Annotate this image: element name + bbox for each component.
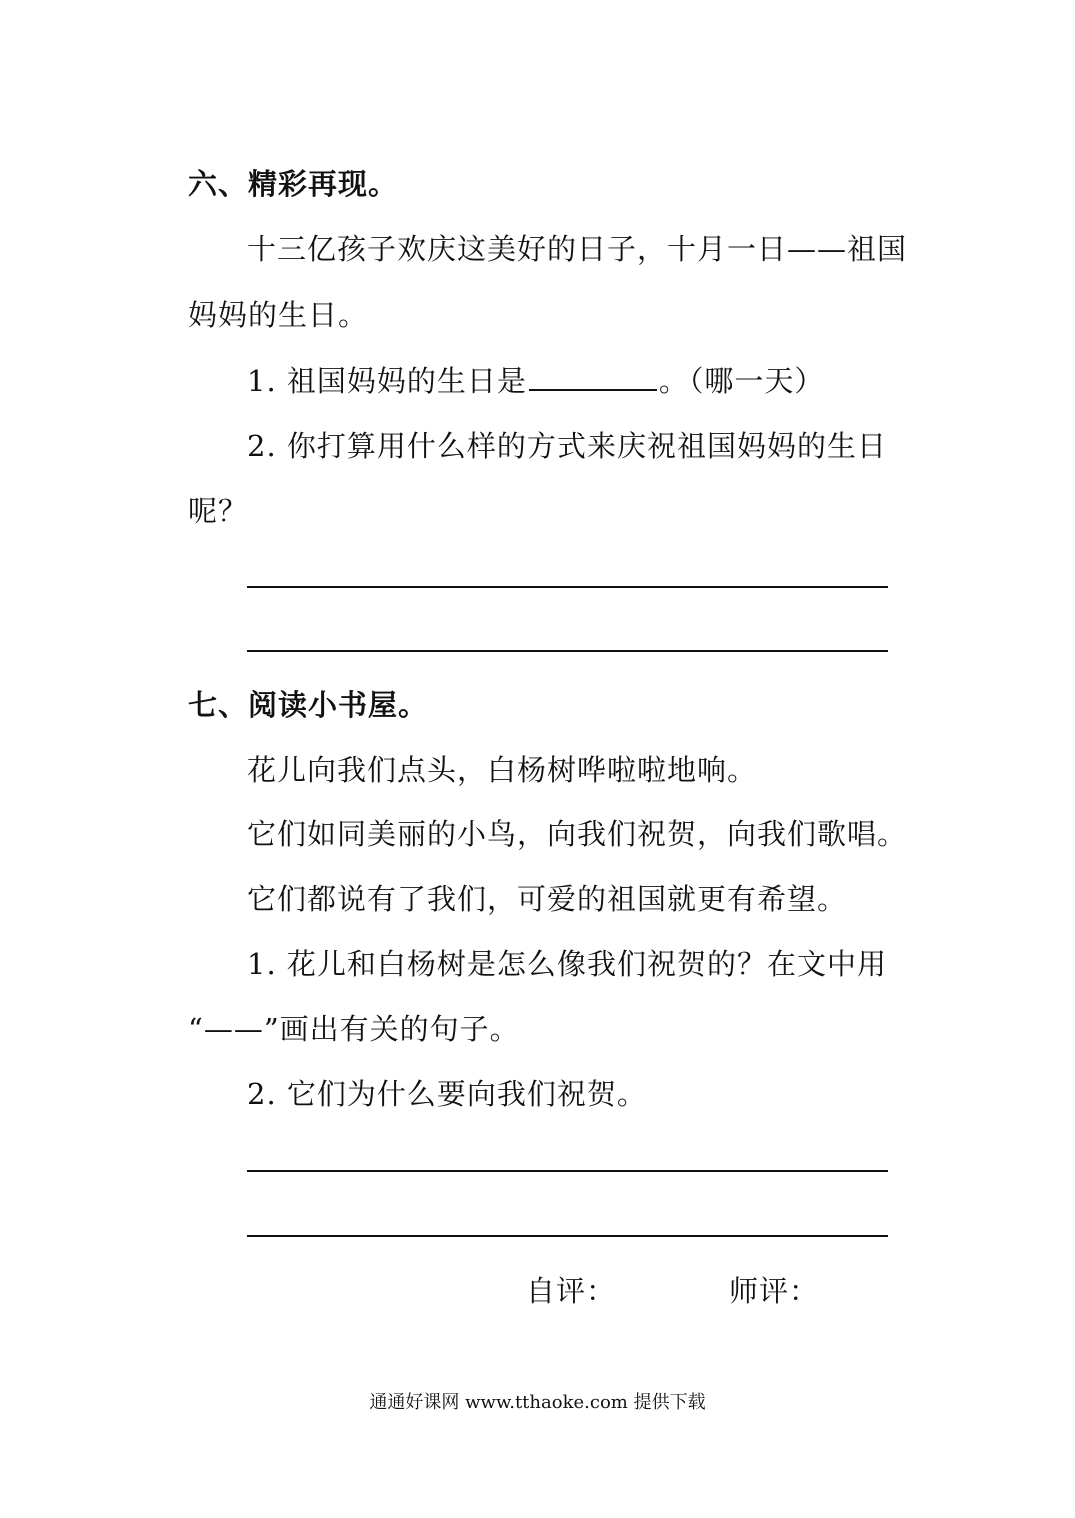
answer-line-4[interactable] — [247, 1235, 888, 1237]
poem-line-1: 花儿向我们点头，白杨树哗啦啦地响。 — [247, 753, 758, 787]
poem-line-3: 它们都说有了我们，可爱的祖国就更有希望。 — [247, 882, 848, 916]
teacher-evaluation-label: 师评： — [729, 1274, 820, 1308]
answer-blank[interactable] — [529, 367, 657, 391]
poem-line-2: 它们如同美丽的小鸟，向我们祝贺，向我们歌唱。 — [247, 817, 908, 851]
section-7-question-1-line-1: 1. 花儿和白杨树是怎么像我们祝贺的？在文中用 — [247, 947, 887, 981]
question-1-suffix: 。（哪一天） — [658, 364, 825, 398]
footer-text: 通通好课网 www.tthaoke.com 提供下载 — [369, 1392, 706, 1413]
section-7-question-2: 2. 它们为什么要向我们祝贺。 — [247, 1077, 647, 1111]
section-7-question-1-line-2: “——”画出有关的句子。 — [188, 1012, 520, 1046]
answer-line-2[interactable] — [247, 650, 888, 652]
section-6-heading: 六、精彩再现。 — [188, 167, 399, 201]
answer-line-3[interactable] — [247, 1170, 888, 1172]
section-6-question-2-line-1: 2. 你打算用什么样的方式来庆祝祖国妈妈的生日 — [247, 429, 887, 463]
section-6-question-2-line-2: 呢？ — [188, 494, 249, 528]
answer-line-1[interactable] — [247, 586, 888, 588]
section-6-passage-line-2: 妈妈的生日。 — [188, 298, 369, 332]
question-1-prefix: 1. 祖国妈妈的生日是 — [247, 364, 527, 398]
section-7-heading: 七、阅读小书屋。 — [188, 688, 429, 722]
self-evaluation-label: 自评： — [526, 1274, 617, 1308]
section-6-passage-line-1: 十三亿孩子欢庆这美好的日子，十月一日——祖国 — [247, 232, 908, 266]
section-6-question-1 — [247, 363, 824, 399]
